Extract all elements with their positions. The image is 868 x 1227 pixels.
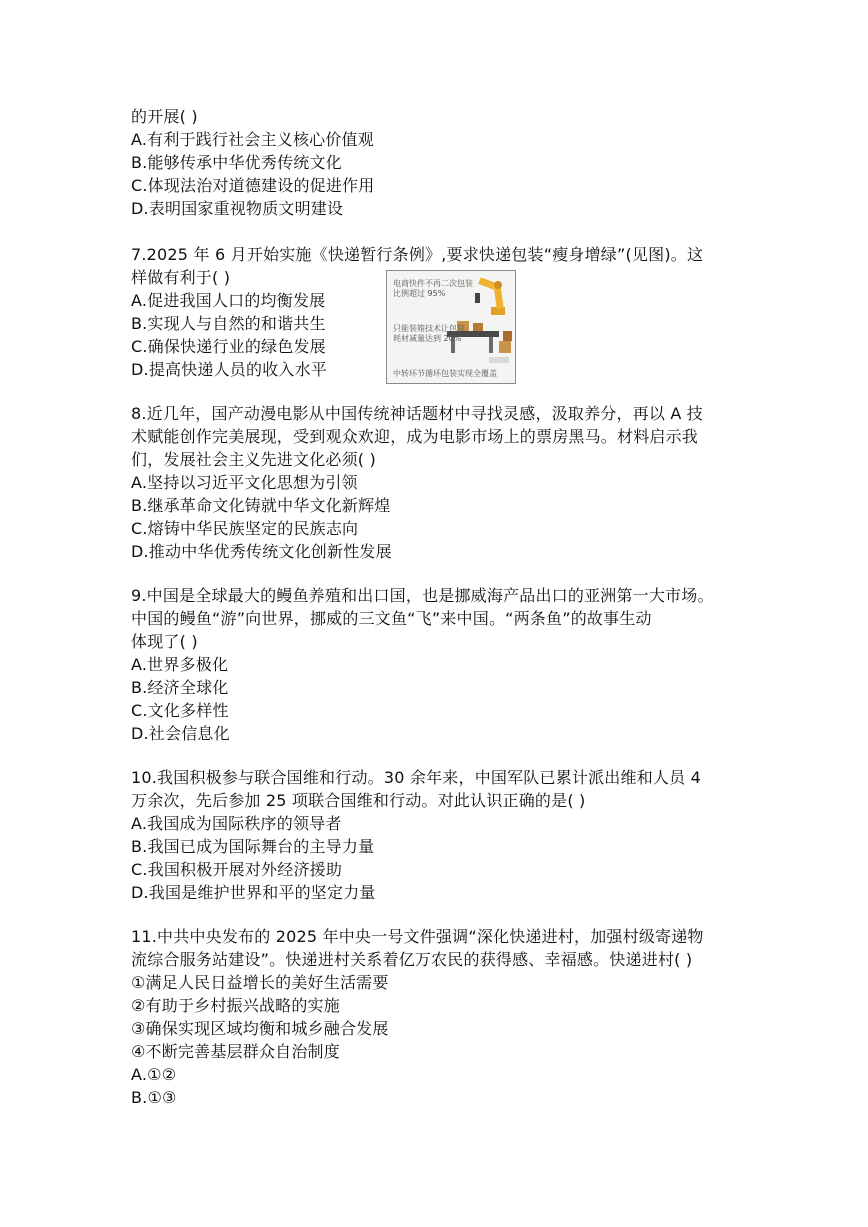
q8-option-d: D.推动中华优秀传统文化创新性发展: [131, 542, 392, 561]
q6-option-d: D.表明国家重视物质文明建设: [131, 199, 344, 218]
q11-item-2: ②有助于乡村振兴战略的实施: [131, 996, 340, 1015]
q8-option-a: A.坚持以习近平文化思想为引领: [131, 473, 358, 492]
q9-option-c: C.文化多样性: [131, 701, 229, 720]
q10-option-a: A.我国成为国际秩序的领导者: [131, 814, 342, 833]
q10-option-c: C.我国积极开展对外经济援助: [131, 860, 343, 879]
q7-stem-line-2: 样做有利于( ): [131, 268, 231, 287]
figure-text-1b: 比例超过 95%: [393, 289, 446, 298]
q9-option-a: A.世界多极化: [131, 655, 229, 674]
figure-text-2a: 只能装箱技术让包装: [393, 324, 465, 333]
q11-stem-line-1: 11.中共中央发布的 2025 年中央一号文件强调“深化快递进村，加强村级寄递物: [131, 927, 704, 946]
q7-option-a: A.促进我国人口的均衡发展: [131, 291, 326, 310]
q8-option-b: B.继承革命文化铸就中华文化新辉煌: [131, 496, 391, 515]
q7-figure-express-packaging: [386, 270, 516, 384]
q10-stem-line-1: 10.我国积极参与联合国维和行动。30 余年来，中国军队已累计派出维和人员 4: [131, 768, 701, 787]
figure-text-1a: 电商快件不再二次包装: [393, 279, 473, 288]
q7-option-d: D.提高快递人员的收入水平: [131, 360, 328, 379]
figure-text-2b: 耗材减量达到 20%: [393, 334, 462, 343]
q7-option-c: C.确保快递行业的绿色发展: [131, 337, 326, 356]
figure-text-3: 中转环节循环包装实现全覆盖: [393, 369, 497, 378]
q11-item-1: ①满足人民日益增长的美好生活需要: [131, 973, 389, 992]
q10-stem-line-2: 万余次，先后参加 25 项联合国维和行动。对此认识正确的是( ): [131, 791, 586, 810]
q11-option-a: A.①②: [131, 1065, 177, 1084]
q7-option-b: B.实现人与自然的和谐共生: [131, 314, 326, 333]
q8-stem-line-3: 们，发展社会主义先进文化必须( ): [131, 450, 376, 469]
q7-stem-line-1: 7.2025 年 6 月开始实施《快递暂行条例》,要求快递包装“瘦身增绿”(见图)。这: [131, 245, 704, 264]
q10-option-b: B.我国已成为国际舞台的主导力量: [131, 837, 375, 856]
q6-option-c: C.体现法治对道德建设的促进作用: [131, 176, 375, 195]
q11-option-b: B.①③: [131, 1088, 177, 1107]
q9-stem-line-1: 9.中国是全球最大的鳗鱼养殖和出口国，也是挪威海产品出口的亚洲第一大市场。: [131, 586, 714, 605]
q11-item-4: ④不断完善基层群众自治制度: [131, 1042, 340, 1061]
q8-stem-line-1: 8.近几年，国产动漫电影从中国传统神话题材中寻找灵感，汲取养分，再以 A 技: [131, 404, 703, 423]
q8-option-c: C.熔铸中华民族坚定的民族志向: [131, 519, 359, 538]
q9-stem-line-2: 中国的鳗鱼“游”向世界，挪威的三文鱼“飞”来中国。“两条鱼”的故事生动: [131, 609, 652, 628]
q10-option-d: D.我国是维护世界和平的坚定力量: [131, 883, 376, 902]
q6-option-b: B.能够传承中华优秀传统文化: [131, 153, 342, 172]
q6-option-a: A.有利于践行社会主义核心价值观: [131, 130, 374, 149]
q11-stem-line-2: 流综合服务站建设”。快递进村关系着亿万农民的获得感、幸福感。快递进村( ): [131, 950, 693, 969]
q8-stem-line-2: 术赋能创作完美展现，受到观众欢迎，成为电影市场上的票房黑马。材料启示我: [131, 427, 699, 446]
q11-item-3: ③确保实现区域均衡和城乡融合发展: [131, 1019, 389, 1038]
q6-stem-end: 的开展( ): [131, 107, 198, 126]
q9-stem-line-3: 体现了( ): [131, 632, 198, 651]
q9-option-d: D.社会信息化: [131, 724, 230, 743]
q9-option-b: B.经济全球化: [131, 678, 229, 697]
